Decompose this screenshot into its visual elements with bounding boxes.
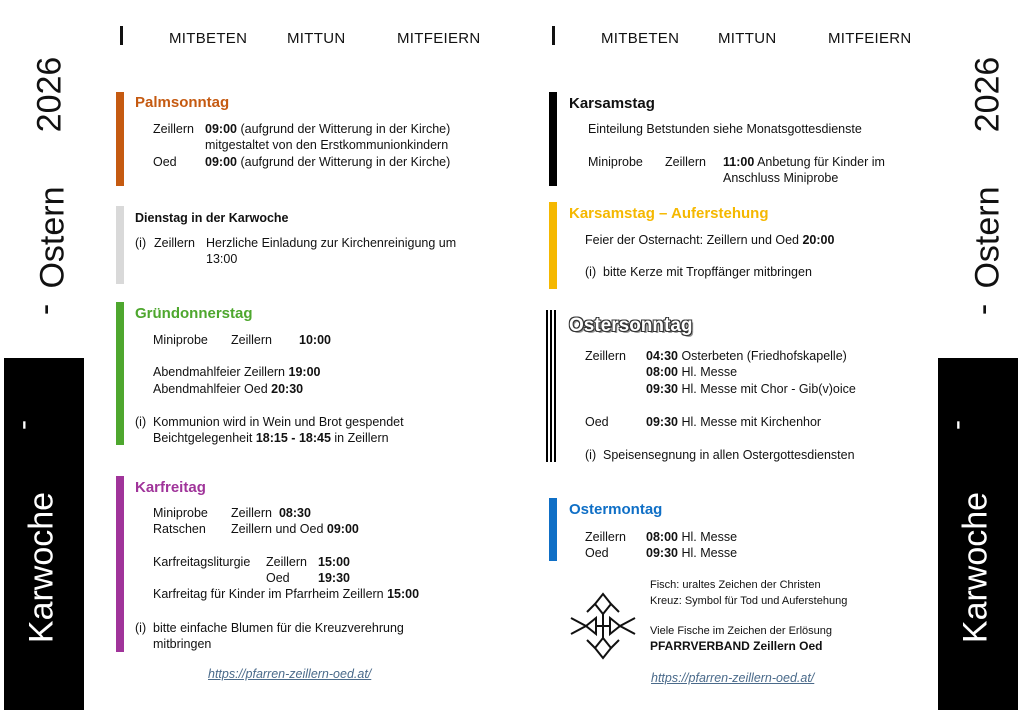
section-karsamstag — [549, 92, 929, 188]
text: Hl. Messe — [677, 530, 738, 544]
section-dienstag — [116, 206, 516, 286]
time: 08:00 — [646, 365, 678, 379]
label: Miniprobe — [153, 506, 208, 520]
text: Anbetung für Kinder im — [754, 155, 885, 169]
nav-mitfeiern: MITFEIERN — [397, 30, 481, 47]
place-label: Zeillern — [585, 530, 626, 544]
symbol-line-2: Kreuz: Symbol für Tod und Auferstehung — [650, 595, 848, 607]
banner-year: 2026 — [968, 56, 1007, 133]
time: 11:00 — [723, 155, 755, 169]
section-palmsonntag — [116, 92, 516, 188]
detail: (aufgrund der Witterung in der Kirche) — [236, 155, 451, 169]
section-bar — [554, 310, 556, 462]
time: 09:00 — [205, 155, 237, 169]
section-karfreitag — [116, 476, 516, 656]
text: Osterbeten (Friedhofskapelle) — [677, 349, 847, 363]
ks-line-2 — [723, 154, 885, 171]
section-bar — [549, 498, 557, 561]
text: Abendmahlfeier Oed — [153, 382, 272, 396]
palm-line-3 — [153, 154, 177, 171]
auf-line-1 — [585, 232, 834, 249]
text: Hl. Messe mit Chor - Gib(v)oice — [677, 382, 856, 396]
section-title: Karsamstag – Auferstehung — [569, 205, 769, 222]
os-line-2 — [646, 364, 737, 381]
om-line-1 — [646, 529, 737, 546]
place-label: Zeillern — [665, 155, 706, 169]
banner-year: 2026 — [30, 56, 69, 133]
section-title: Dienstag in der Karwoche — [135, 211, 289, 225]
time-value: 15:00 — [318, 555, 350, 569]
palm-line-1 — [153, 121, 194, 138]
section-bar — [116, 92, 124, 186]
left-banner — [0, 0, 84, 724]
time: 20:00 — [802, 233, 835, 247]
section-title: Gründonnerstag — [135, 305, 253, 322]
text: Feier der Osternacht: Zeillern und Oed — [585, 233, 803, 247]
gd-line-5 — [153, 430, 389, 447]
info-icon: (i) — [135, 415, 147, 429]
gd-line-4: Kommunion wird in Wein und Brot gespendet — [153, 415, 404, 429]
palm-line-2: mitgestaltet von den Erstkommunionkindern — [205, 138, 449, 152]
label: Miniprobe — [153, 333, 208, 347]
banner-karwoche: Karwoche — [22, 491, 61, 644]
nav-mittun: MITTUN — [287, 30, 346, 47]
place-label: Zeillern — [154, 236, 195, 250]
text: Hl. Messe — [677, 365, 738, 379]
section-bar — [550, 310, 552, 462]
right-banner — [938, 0, 1022, 724]
pfarrverband-label: PFARRVERBAND Zeillern Oed — [650, 639, 823, 653]
label: Miniprobe — [588, 155, 643, 169]
website-link[interactable]: https://pfarren-zeillern-oed.at/ — [651, 671, 815, 685]
time: 20:30 — [271, 382, 304, 396]
ks-line-1: Einteilung Betstunden siehe Monatsgottesdienste — [588, 122, 862, 136]
place-label: Zeillern — [266, 555, 307, 569]
nav-divider — [552, 26, 555, 45]
nav-mitfeiern: MITFEIERN — [828, 30, 912, 47]
om-line-2 — [646, 545, 737, 562]
os-line-5: Speisensegnung in allen Ostergottesdiensten — [603, 448, 855, 462]
fish-cross-symbol-icon — [568, 592, 638, 660]
left-header-nav — [120, 28, 500, 50]
place-label: Zeillern und Oed — [231, 522, 327, 536]
time: 08:00 — [646, 530, 678, 544]
label: Ratschen — [153, 522, 206, 536]
time: 09:30 — [646, 415, 678, 429]
info-icon: (i) — [585, 448, 597, 462]
section-bar — [116, 206, 124, 284]
kf-line-5 — [153, 586, 419, 603]
symbol-line-1: Fisch: uraltes Zeichen der Christen — [650, 579, 821, 591]
time: 19:00 — [288, 365, 321, 379]
kf-line-6: bitte einfache Blumen für die Kreuzverehrung — [153, 621, 404, 635]
gd-line-2 — [153, 364, 320, 381]
place-label: Oed — [266, 571, 290, 585]
banner-ostern: Ostern — [33, 186, 72, 289]
label: Karfreitagsliturgie — [153, 555, 251, 569]
banner-white-dash: - — [940, 420, 973, 430]
section-auferstehung — [549, 202, 929, 292]
section-title: Karsamstag — [569, 95, 655, 112]
kf-line-2 — [231, 521, 359, 538]
text: Karfreitag für Kinder im Pfarrheim Zeillern — [153, 587, 388, 601]
right-header-nav — [552, 28, 932, 50]
section-title: Karfreitag — [135, 479, 206, 496]
time — [318, 570, 350, 587]
place-label: Oed — [153, 155, 177, 169]
time — [318, 554, 350, 571]
time-value: 19:30 — [318, 571, 350, 585]
time: 08:30 — [278, 506, 311, 520]
time: 09:30 — [646, 382, 678, 396]
dienstag-line-2: 13:00 — [206, 252, 238, 266]
time-value: 10:00 — [299, 333, 331, 347]
palm-line-1-detail — [205, 121, 450, 138]
palm-line-3-detail — [205, 154, 450, 171]
place-label: Zeillern — [585, 349, 626, 363]
section-bar — [546, 310, 548, 462]
section-bar — [549, 92, 557, 186]
info-icon: (i) — [585, 265, 597, 279]
time: 09:00 — [326, 522, 359, 536]
auf-line-2: bitte Kerze mit Tropffänger mitbringen — [603, 265, 812, 279]
place-label: Zeillern — [231, 506, 272, 520]
place-label: Zeillern — [153, 122, 194, 136]
banner-white-dash: - — [6, 420, 39, 430]
section-title: Palmsonntag — [135, 94, 230, 111]
detail: (aufgrund der Witterung in der Kirche) — [236, 122, 451, 136]
section-gruendonnerstag — [116, 302, 516, 452]
os-line-1 — [646, 348, 847, 365]
time: 15:00 — [387, 587, 420, 601]
dienstag-line-1: Herzliche Einladung zur Kirchenreinigung um — [206, 236, 457, 250]
time — [299, 332, 331, 349]
section-title: Ostermontag — [569, 501, 663, 518]
section-bar — [116, 476, 124, 652]
nav-divider — [120, 26, 123, 45]
time: 09:30 — [646, 546, 678, 560]
time: 04:30 — [646, 349, 678, 363]
place-label: Zeillern — [231, 333, 272, 347]
ks-line-3: Anschluss Miniprobe — [723, 171, 839, 185]
nav-mitbeten: MITBETEN — [169, 30, 248, 47]
website-link[interactable]: https://pfarren-zeillern-oed.at/ — [208, 667, 372, 681]
section-ostersonntag — [546, 310, 930, 466]
text: Beichtgelegenheit — [153, 431, 256, 445]
symbol-line-3: Viele Fische im Zeichen der Erlösung — [650, 625, 832, 637]
os-line-4 — [646, 414, 821, 431]
info-icon: (i) — [135, 236, 147, 250]
text: Hl. Messe — [677, 546, 738, 560]
text: Abendmahlfeier Zeillern — [153, 365, 289, 379]
banner-dash: - — [964, 303, 1003, 316]
time: 18:15 - 18:45 — [255, 431, 331, 445]
kf-line-1 — [231, 505, 311, 522]
os-line-3 — [646, 381, 856, 398]
nav-mittun: MITTUN — [718, 30, 777, 47]
banner-dash: - — [26, 303, 65, 316]
section-title: Ostersonntag — [569, 315, 693, 336]
kf-line-7: mitbringen — [153, 637, 212, 651]
place-label: Oed — [585, 546, 609, 560]
text: in Zeillern — [330, 431, 389, 445]
banner-karwoche: Karwoche — [956, 491, 995, 644]
section-ostermontag — [549, 498, 929, 564]
text: Hl. Messe mit Kirchenhor — [677, 415, 822, 429]
section-bar — [549, 202, 557, 289]
section-bar — [116, 302, 124, 445]
nav-mitbeten: MITBETEN — [601, 30, 680, 47]
place-label: Oed — [585, 415, 609, 429]
time: 09:00 — [205, 122, 237, 136]
banner-ostern: Ostern — [968, 186, 1007, 289]
gd-line-3 — [153, 381, 303, 398]
info-icon: (i) — [135, 621, 147, 635]
